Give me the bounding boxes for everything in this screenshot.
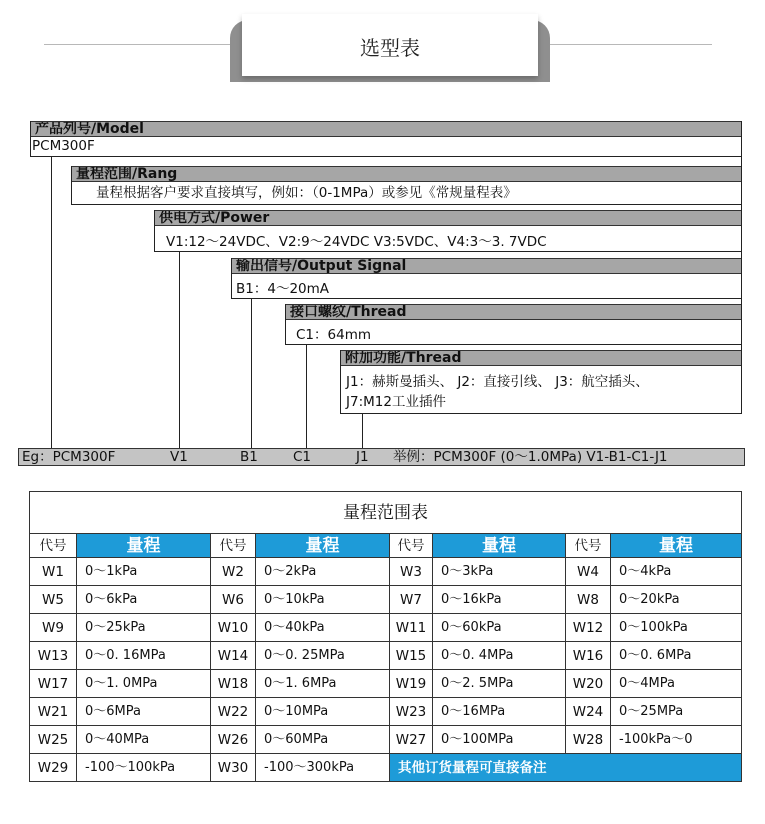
range-label-bar bbox=[71, 166, 742, 182]
output-left-border bbox=[231, 258, 232, 299]
power-left-border bbox=[154, 210, 155, 252]
range-value-cell: 0～1kPa bbox=[77, 558, 211, 586]
range-code-cell: W15 bbox=[390, 642, 433, 670]
range-code-cell: W13 bbox=[30, 642, 77, 670]
connector-thread bbox=[306, 345, 307, 449]
range-value-cell: 0～10kPa bbox=[256, 586, 390, 614]
range-code-cell: W24 bbox=[566, 698, 611, 726]
range-value-cell: 0～10MPa bbox=[256, 698, 390, 726]
header-code: 代号 bbox=[390, 534, 433, 558]
output-label: 输出信号/Output Signal bbox=[236, 258, 407, 274]
range-value-cell: 0～1. 0MPa bbox=[77, 670, 211, 698]
range-code-cell: W3 bbox=[390, 558, 433, 586]
range-code-cell: W5 bbox=[30, 586, 77, 614]
page-title: 选型表 bbox=[242, 14, 538, 76]
header-code: 代号 bbox=[30, 534, 77, 558]
header-range: 量程 bbox=[256, 534, 390, 558]
range-code-cell: W23 bbox=[390, 698, 433, 726]
range-label: 量程范围/Rang bbox=[76, 166, 178, 182]
range-value-cell: 0～0. 4MPa bbox=[433, 642, 566, 670]
output-bottom-line bbox=[231, 298, 742, 299]
range-value-cell: 0～0. 16MPa bbox=[77, 642, 211, 670]
range-code-cell: W28 bbox=[566, 726, 611, 754]
range-code-cell: W9 bbox=[30, 614, 77, 642]
example-eg: Eg：PCM300F bbox=[22, 449, 116, 465]
model-bottom-line bbox=[30, 156, 742, 157]
range-left-border bbox=[71, 166, 72, 205]
example-thread-code: C1 bbox=[293, 449, 312, 465]
extra-bottom-line bbox=[340, 413, 742, 414]
extra-value-line1: J1：赫斯曼插头、 J2：直接引线、 J3：航空插头、 bbox=[346, 374, 649, 390]
range-code-cell: W30 bbox=[211, 754, 256, 782]
range-value-cell: 0～0. 6MPa bbox=[611, 642, 742, 670]
range-table-body bbox=[30, 558, 742, 782]
table-row bbox=[30, 558, 742, 586]
range-code-cell: W20 bbox=[566, 670, 611, 698]
thread-left-border bbox=[285, 304, 286, 345]
range-value-cell: 0～0. 25MPa bbox=[256, 642, 390, 670]
header-line-right bbox=[536, 44, 712, 45]
header-range: 量程 bbox=[611, 534, 742, 558]
range-value-cell: 0～40kPa bbox=[256, 614, 390, 642]
range-table-header-row bbox=[30, 534, 742, 558]
header-code: 代号 bbox=[566, 534, 611, 558]
range-code-cell: W29 bbox=[30, 754, 77, 782]
range-code-cell: W4 bbox=[566, 558, 611, 586]
model-left-border bbox=[30, 121, 31, 157]
range-value-cell: 0～100kPa bbox=[611, 614, 742, 642]
range-value-cell: 0～100MPa bbox=[433, 726, 566, 754]
range-code-cell: W7 bbox=[390, 586, 433, 614]
range-table-title-row bbox=[30, 492, 742, 534]
connector-output bbox=[251, 299, 252, 449]
range-code-cell: W17 bbox=[30, 670, 77, 698]
range-code-cell: W14 bbox=[211, 642, 256, 670]
range-value-cell: 0～6MPa bbox=[77, 698, 211, 726]
power-bottom-line bbox=[154, 251, 742, 252]
range-note-cell: 其他订货量程可直接备注 bbox=[390, 754, 742, 782]
range-value-cell: 0～16MPa bbox=[433, 698, 566, 726]
power-label: 供电方式/Power bbox=[159, 210, 270, 226]
example-output-code: B1 bbox=[240, 449, 258, 465]
range-value-cell: 0～60kPa bbox=[433, 614, 566, 642]
model-label-bar bbox=[30, 121, 742, 137]
range-value-cell: 0～16kPa bbox=[433, 586, 566, 614]
range-value-cell: 0～25MPa bbox=[611, 698, 742, 726]
thread-label-bar bbox=[285, 304, 742, 320]
range-value-cell: 0～2. 5MPa bbox=[433, 670, 566, 698]
diagram-right-border bbox=[741, 121, 742, 414]
range-table bbox=[29, 491, 742, 782]
range-value-cell: -100kPa～0 bbox=[611, 726, 742, 754]
table-row bbox=[30, 754, 742, 782]
range-code-cell: W2 bbox=[211, 558, 256, 586]
power-label-bar bbox=[154, 210, 742, 226]
thread-value: C1：64mm bbox=[296, 327, 371, 343]
range-value-cell: 0～60MPa bbox=[256, 726, 390, 754]
table-row bbox=[30, 670, 742, 698]
range-value-cell: 0～4kPa bbox=[611, 558, 742, 586]
example-power-code: V1 bbox=[170, 449, 188, 465]
extra-label: 附加功能/Thread bbox=[345, 350, 462, 366]
range-code-cell: W25 bbox=[30, 726, 77, 754]
thread-bottom-line bbox=[285, 344, 742, 345]
table-row bbox=[30, 698, 742, 726]
range-code-cell: W22 bbox=[211, 698, 256, 726]
range-code-cell: W27 bbox=[390, 726, 433, 754]
connector-model bbox=[51, 157, 52, 449]
range-value-cell: 0～1. 6MPa bbox=[256, 670, 390, 698]
output-label-bar bbox=[231, 258, 742, 274]
connector-extra bbox=[362, 414, 363, 449]
range-code-cell: W8 bbox=[566, 586, 611, 614]
power-value: V1:12～24VDC、V2:9～24VDC V3:5VDC、V4:3～3. 7VDC bbox=[166, 234, 547, 250]
thread-label: 接口螺纹/Thread bbox=[290, 304, 407, 320]
extra-label-bar bbox=[340, 350, 742, 366]
table-row bbox=[30, 726, 742, 754]
output-value: B1：4～20mA bbox=[236, 281, 330, 297]
range-value-cell: 0～40MPa bbox=[77, 726, 211, 754]
extra-value-line2: J7:M12工业插件 bbox=[346, 394, 446, 410]
table-row bbox=[30, 614, 742, 642]
extra-left-border bbox=[340, 350, 341, 414]
range-value-cell: 0～2kPa bbox=[256, 558, 390, 586]
header-code: 代号 bbox=[211, 534, 256, 558]
range-code-cell: W11 bbox=[390, 614, 433, 642]
connector-power bbox=[179, 252, 180, 449]
range-code-cell: W6 bbox=[211, 586, 256, 614]
range-value-cell: -100～100kPa bbox=[77, 754, 211, 782]
range-code-cell: W16 bbox=[566, 642, 611, 670]
range-code-cell: W26 bbox=[211, 726, 256, 754]
range-value: 量程根据客户要求直接填写，例如：（0-1MPa）或参见《常规量程表》 bbox=[96, 185, 517, 201]
header-range: 量程 bbox=[77, 534, 211, 558]
model-label: 产品列号/Model bbox=[35, 121, 144, 137]
range-value-cell: -100～300kPa bbox=[256, 754, 390, 782]
table-row bbox=[30, 586, 742, 614]
range-code-cell: W21 bbox=[30, 698, 77, 726]
range-table-title: 量程范围表 bbox=[30, 492, 742, 534]
example-sample: 举例：PCM300F (0～1.0MPa) V1-B1-C1-J1 bbox=[393, 449, 668, 465]
range-value-cell: 0～3kPa bbox=[433, 558, 566, 586]
range-bottom-line bbox=[71, 204, 742, 205]
range-value-cell: 0～25kPa bbox=[77, 614, 211, 642]
range-value-cell: 0～6kPa bbox=[77, 586, 211, 614]
table-row bbox=[30, 642, 742, 670]
model-value: PCM300F bbox=[32, 138, 95, 154]
range-value-cell: 0～4MPa bbox=[611, 670, 742, 698]
range-code-cell: W1 bbox=[30, 558, 77, 586]
range-code-cell: W19 bbox=[390, 670, 433, 698]
header-range: 量程 bbox=[433, 534, 566, 558]
range-code-cell: W18 bbox=[211, 670, 256, 698]
range-code-cell: W12 bbox=[566, 614, 611, 642]
header-line-left bbox=[44, 44, 244, 45]
range-value-cell: 0～20kPa bbox=[611, 586, 742, 614]
example-extra-code: J1 bbox=[356, 449, 369, 465]
range-code-cell: W10 bbox=[211, 614, 256, 642]
